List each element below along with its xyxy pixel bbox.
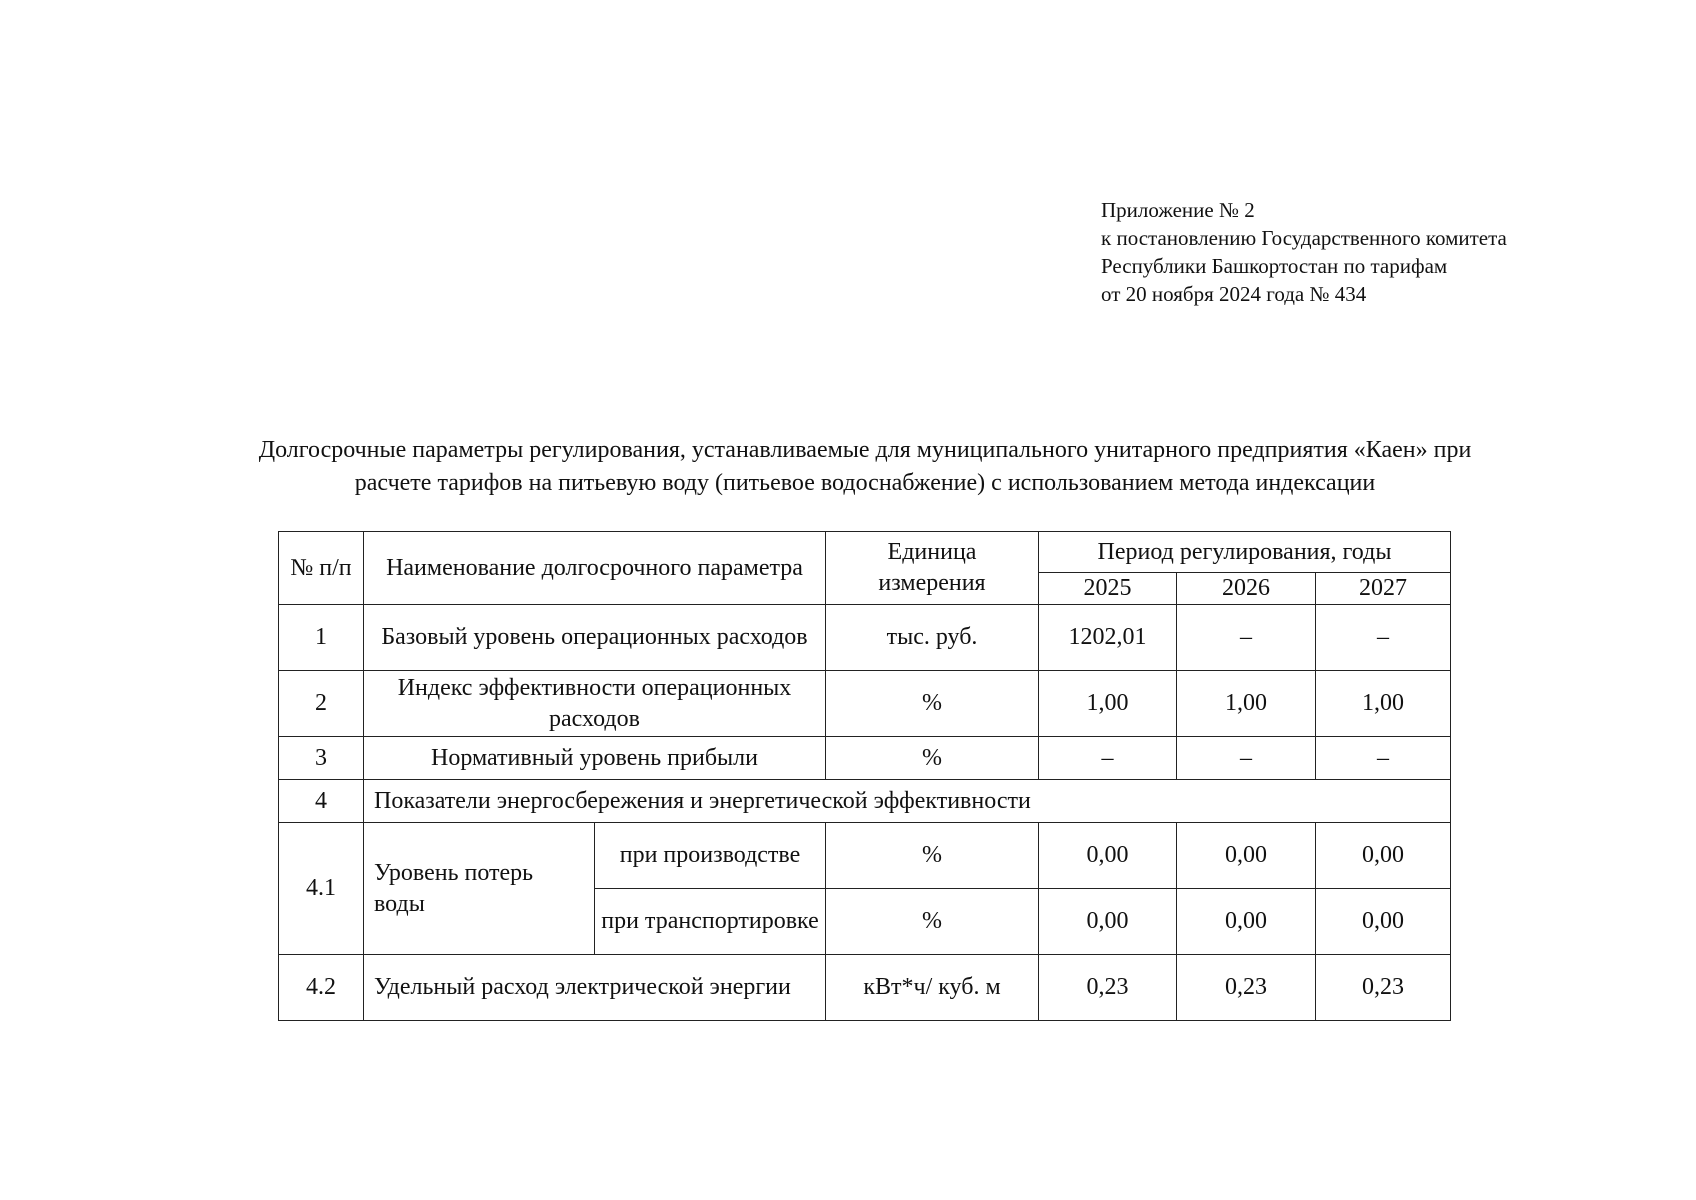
row-value-2025: 1202,01 [1039,605,1177,671]
subrow-name: при производстве [595,823,826,889]
document-title-line-1: Долгосрочные параметры регулирования, устанавливаемые для муниципального унитарного предприятия «Каен» при [258,437,1472,463]
row-unit: % [826,737,1039,780]
table-row [279,737,1451,780]
row-value-2025: 1,00 [1039,671,1177,737]
appendix-reference [1101,196,1507,308]
row-num: 3 [279,737,364,780]
row-value-2025: 0,23 [1039,955,1177,1021]
table-row [279,955,1451,1021]
row-value-2026: 1,00 [1177,671,1316,737]
header-unit: Единица измерения [826,532,1039,605]
row-value-2027: 1,00 [1316,671,1451,737]
row-value-2027: – [1316,605,1451,671]
table-row [279,605,1451,671]
appendix-authority: Республики Башкортостан по тарифам [1101,254,1448,278]
header-year-2025: 2025 [1039,573,1177,605]
row-value-2027: 0,00 [1316,889,1451,955]
row-value-2026: 0,00 [1177,823,1316,889]
row-num: 2 [279,671,364,737]
row-name: Уровень потерь воды [364,823,595,955]
document-title-line-2: расчете тарифов на питьевую воду (питьевое водоснабжение) с использованием метода индексации [354,470,1376,496]
row-value-2025: – [1039,737,1177,780]
document-title [120,434,1610,500]
row-num: 4.2 [279,955,364,1021]
row-name: Индекс эффективности операционных расходов [364,671,826,737]
row-value-2026: – [1177,605,1316,671]
header-name: Наименование долгосрочного параметра [364,532,826,605]
row-unit: тыс. руб. [826,605,1039,671]
row-name: Нормативный уровень прибыли [364,737,826,780]
row-num: 4.1 [279,823,364,955]
row-num: 1 [279,605,364,671]
row-value-2027: – [1316,737,1451,780]
row-name: Удельный расход электрической энергии [364,955,826,1021]
section-name: Показатели энергосбережения и энергетической эффективности [364,780,1451,823]
header-num: № п/п [279,532,364,605]
header-year-2027: 2027 [1316,573,1451,605]
row-unit: кВт*ч/ куб. м [826,955,1039,1021]
row-value-2026: 0,23 [1177,955,1316,1021]
appendix-number: Приложение № 2 [1101,198,1255,222]
header-period: Период регулирования, годы [1039,532,1451,573]
row-value-2025: 0,00 [1039,889,1177,955]
row-value-2027: 0,23 [1316,955,1451,1021]
row-value-2026: 0,00 [1177,889,1316,955]
table-section-row [279,780,1451,823]
table-row [279,671,1451,737]
row-num: 4 [279,780,364,823]
appendix-resolution: к постановлению Государственного комитета [1101,226,1507,250]
appendix-date: от 20 ноября 2024 года № 434 [1101,282,1367,306]
row-unit: % [826,889,1039,955]
row-value-2026: – [1177,737,1316,780]
subrow-name: при транспортировке [595,889,826,955]
header-year-2026: 2026 [1177,573,1316,605]
row-unit: % [826,671,1039,737]
row-name: Базовый уровень операционных расходов [364,605,826,671]
table-header-row [279,532,1451,573]
parameters-table [278,531,1451,1021]
table-row [279,823,1451,889]
row-value-2025: 0,00 [1039,823,1177,889]
row-value-2027: 0,00 [1316,823,1451,889]
row-unit: % [826,823,1039,889]
